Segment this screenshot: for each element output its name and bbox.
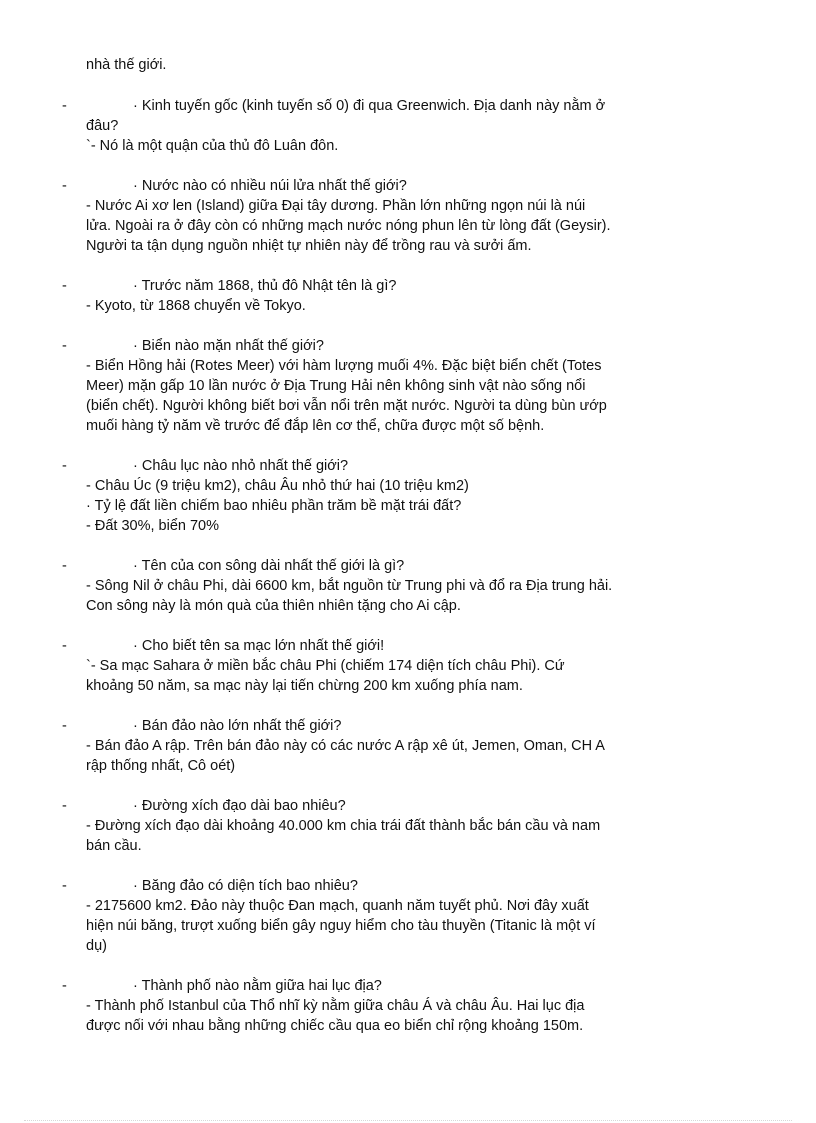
answer-line: lửa. Ngoài ra ở đây còn có những mạch nước nóng phun lên từ lòng đất (Geysir). bbox=[86, 218, 611, 234]
intro-text: nhà thế giới. bbox=[86, 57, 167, 73]
question-text: · Băng đảo có diện tích bao nhiêu? bbox=[133, 878, 358, 894]
page-bottom-rule bbox=[24, 1120, 792, 1121]
bullet-dash: - bbox=[62, 878, 67, 894]
answer-line: dụ) bbox=[86, 938, 107, 954]
answer-line: đâu? bbox=[86, 118, 119, 134]
bullet-dash: - bbox=[62, 558, 67, 574]
answer-line: - Kyoto, từ 1868 chuyển về Tokyo. bbox=[86, 298, 306, 314]
answer-line: bán cầu. bbox=[86, 838, 142, 854]
answer-text bbox=[86, 816, 600, 856]
answer-line: - Đất 30%, biển 70% bbox=[86, 518, 219, 534]
answer-line: - Sông Nil ở châu Phi, dài 6600 km, bắt nguồn từ Trung phi và đổ ra Địa trung hải. bbox=[86, 578, 613, 594]
answer-text bbox=[86, 356, 607, 436]
answer-line: - Nước Ai xơ len (Island) giữa Đại tây dương. Phần lớn những ngọn núi là núi bbox=[86, 198, 586, 214]
answer-line: muối hàng tỷ năm về trước để đắp lên cơ thể, chữa được một số bệnh. bbox=[86, 418, 545, 434]
answer-text bbox=[86, 116, 338, 156]
question-text: · Thành phố nào nằm giữa hai lục địa? bbox=[133, 978, 382, 994]
answer-line: `- Nó là một quận của thủ đô Luân đôn. bbox=[86, 138, 339, 154]
answer-line: - Thành phố Istanbul của Thổ nhĩ kỳ nằm giữa châu Á và châu Âu. Hai lục địa bbox=[86, 998, 585, 1014]
bullet-dash: - bbox=[62, 718, 67, 734]
question-text: · Bán đảo nào lớn nhất thế giới? bbox=[133, 718, 342, 734]
answer-line: - Bán đảo A rập. Trên bán đảo này có các nước A rập xê út, Jemen, Oman, CH A bbox=[86, 738, 605, 754]
answer-line: - Châu Úc (9 triệu km2), châu Âu nhỏ thứ hai (10 triệu km2) bbox=[86, 478, 469, 494]
answer-line: - 2175600 km2. Đảo này thuộc Đan mạch, quanh năm tuyết phủ. Nơi đây xuất bbox=[86, 898, 589, 914]
bullet-dash: - bbox=[62, 978, 67, 994]
bullet-dash: - bbox=[62, 98, 67, 114]
answer-text bbox=[86, 996, 584, 1036]
answer-line: được nối với nhau bằng những chiếc cầu qua eo biển chỉ rộng khoảng 150m. bbox=[86, 1018, 584, 1034]
bullet-dash: - bbox=[62, 338, 67, 354]
question-text: · Biển nào mặn nhất thế giới? bbox=[133, 338, 324, 354]
answer-line: hiện núi băng, trượt xuống biển gây nguy hiểm cho tàu thuyền (Titanic là một ví bbox=[86, 918, 596, 934]
answer-text bbox=[86, 736, 605, 776]
answer-line: Meer) mặn gấp 10 lần nước ở Địa Trung Hải nên không sinh vật nào sống nổi bbox=[86, 378, 586, 394]
question-text: · Cho biết tên sa mạc lớn nhất thế giới! bbox=[133, 638, 385, 654]
question-text: · Đường xích đạo dài bao nhiêu? bbox=[133, 798, 346, 814]
bullet-dash: - bbox=[62, 798, 67, 814]
answer-text bbox=[86, 196, 611, 256]
answer-line: (biển chết). Người không biết bơi vẫn nổi trên mặt nước. Người ta dùng bùn ướp bbox=[86, 398, 607, 414]
answer-line: `- Sa mạc Sahara ở miền bắc châu Phi (chiếm 174 diện tích châu Phi). Cứ bbox=[86, 658, 565, 674]
answer-text bbox=[86, 576, 612, 616]
answer-line: · Tỷ lệ đất liền chiếm bao nhiêu phần trăm bề mặt trái đất? bbox=[86, 498, 462, 514]
answer-text bbox=[86, 296, 306, 316]
answer-line: Con sông này là món quà của thiên nhiên tặng cho Ai cập. bbox=[86, 598, 461, 614]
bullet-dash: - bbox=[62, 278, 67, 294]
answer-text bbox=[86, 896, 596, 956]
question-text: · Châu lục nào nhỏ nhất thế giới? bbox=[133, 458, 349, 474]
bullet-dash: - bbox=[62, 458, 67, 474]
answer-text bbox=[86, 656, 565, 696]
answer-line: khoảng 50 năm, sa mạc này lại tiến chừng 200 km xuống phía nam. bbox=[86, 678, 523, 694]
answer-line: rập thống nhất, Cô oét) bbox=[86, 758, 236, 774]
question-text: · Nước nào có nhiều núi lửa nhất thế giới? bbox=[133, 178, 407, 194]
answer-line: - Biển Hồng hải (Rotes Meer) với hàm lượng muối 4%. Đặc biệt biển chết (Totes bbox=[86, 358, 602, 374]
question-text: · Trước năm 1868, thủ đô Nhật tên là gì? bbox=[133, 278, 397, 294]
question-text: · Tên của con sông dài nhất thế giới là gì? bbox=[133, 558, 405, 574]
answer-line: - Đường xích đạo dài khoảng 40.000 km chia trái đất thành bắc bán cầu và nam bbox=[86, 818, 601, 834]
bullet-dash: - bbox=[62, 638, 67, 654]
answer-text bbox=[86, 476, 469, 536]
answer-line: Người ta tận dụng nguồn nhiệt tự nhiên này để trồng rau và sưởi ấm. bbox=[86, 238, 532, 254]
question-text: · Kinh tuyến gốc (kinh tuyến số 0) đi qua Greenwich. Địa danh này nằm ở bbox=[133, 98, 606, 114]
bullet-dash: - bbox=[62, 178, 67, 194]
